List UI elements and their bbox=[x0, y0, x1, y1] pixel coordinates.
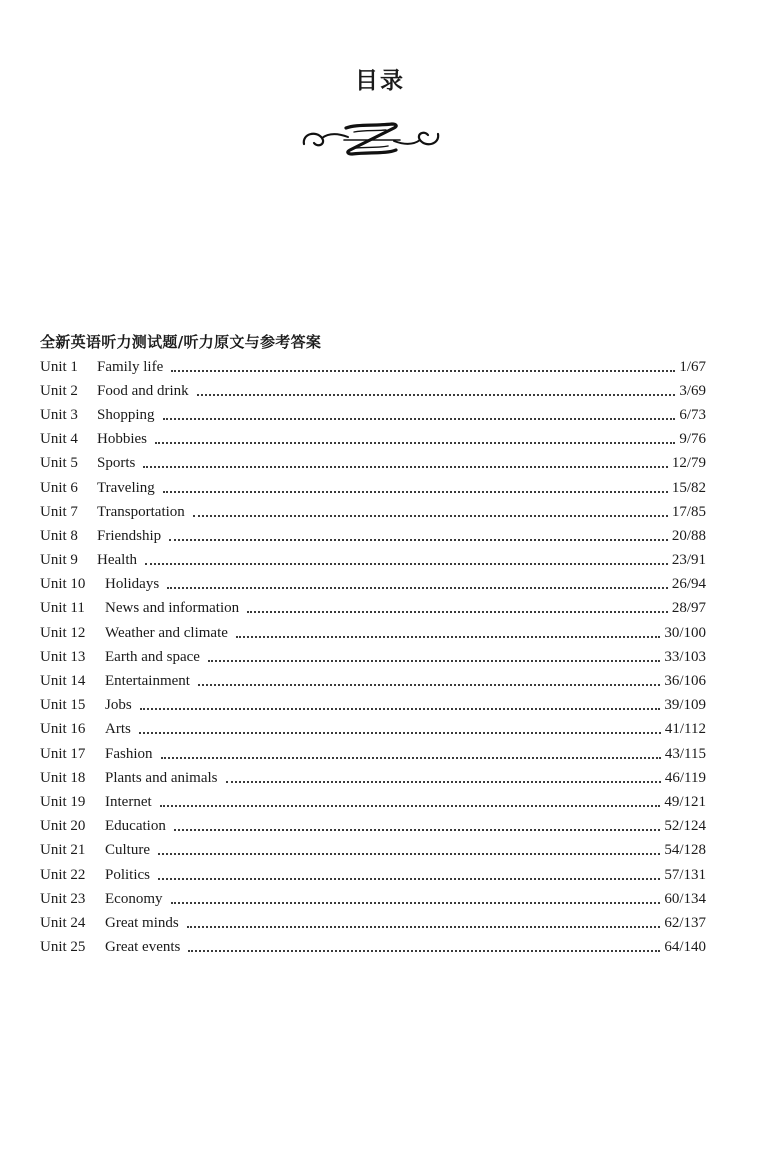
toc-entry bbox=[40, 645, 706, 669]
toc-page-ref: 62/137 bbox=[664, 914, 706, 931]
toc-unit-title: Earth and space bbox=[105, 648, 200, 665]
toc-unit-label: Unit 14 bbox=[40, 673, 86, 690]
toc-entry bbox=[40, 428, 706, 452]
toc-entry bbox=[40, 573, 706, 597]
toc-unit-title: Great minds bbox=[105, 914, 179, 931]
toc-unit-title: Culture bbox=[105, 842, 150, 859]
toc-unit-label: Unit 21 bbox=[40, 842, 86, 859]
toc-unit-label: Unit 1 bbox=[40, 358, 78, 375]
toc-unit-title: Economy bbox=[105, 890, 163, 907]
toc-entry bbox=[40, 839, 706, 863]
toc-dot-leader bbox=[187, 925, 661, 928]
toc-page-ref: 46/119 bbox=[664, 769, 706, 786]
toc-entry bbox=[40, 790, 706, 814]
toc-entry bbox=[40, 500, 706, 524]
toc-dot-leader bbox=[158, 877, 660, 880]
toc-unit-title: Food and drink bbox=[97, 382, 189, 399]
toc-dot-leader bbox=[167, 586, 668, 589]
toc-dot-leader bbox=[247, 610, 668, 613]
toc-dot-leader bbox=[171, 901, 661, 904]
toc-unit-label: Unit 16 bbox=[40, 721, 86, 738]
toc-unit-title: Weather and climate bbox=[105, 624, 228, 641]
toc-entry bbox=[40, 911, 706, 935]
toc-dot-leader bbox=[163, 417, 676, 420]
toc-dot-leader bbox=[161, 756, 661, 759]
toc-unit-title: Sports bbox=[97, 455, 136, 472]
toc-page-ref: 20/88 bbox=[671, 527, 706, 544]
toc-unit-title: Hobbies bbox=[97, 431, 147, 448]
toc-dot-leader bbox=[163, 490, 668, 493]
toc-unit-label: Unit 5 bbox=[40, 455, 78, 472]
toc-dot-leader bbox=[160, 804, 661, 807]
toc-entry bbox=[40, 549, 706, 573]
table-of-contents bbox=[40, 355, 706, 960]
toc-page-ref: 54/128 bbox=[664, 842, 706, 859]
toc-dot-leader bbox=[188, 949, 660, 952]
toc-page-ref: 23/91 bbox=[671, 552, 706, 569]
toc-unit-title: News and information bbox=[105, 600, 240, 617]
toc-unit-label: Unit 9 bbox=[40, 552, 78, 569]
toc-page-ref: 36/106 bbox=[664, 673, 706, 690]
toc-page-ref: 28/97 bbox=[671, 600, 706, 617]
toc-unit-label: Unit 8 bbox=[40, 527, 78, 544]
toc-unit-label: Unit 20 bbox=[40, 818, 86, 835]
toc-page-ref: 17/85 bbox=[671, 503, 706, 520]
toc-unit-label: Unit 10 bbox=[40, 576, 86, 593]
toc-unit-title: Fashion bbox=[105, 745, 153, 762]
toc-unit-title: Great events bbox=[105, 939, 181, 956]
toc-entry bbox=[40, 742, 706, 766]
toc-page-ref: 12/79 bbox=[671, 455, 706, 472]
toc-page-ref: 49/121 bbox=[664, 793, 706, 810]
toc-unit-title: Education bbox=[105, 818, 166, 835]
toc-page-ref: 64/140 bbox=[664, 939, 706, 956]
toc-unit-label: Unit 23 bbox=[40, 890, 86, 907]
toc-page-ref: 43/115 bbox=[664, 745, 706, 762]
toc-dot-leader bbox=[169, 538, 668, 541]
toc-page-ref: 41/112 bbox=[664, 721, 706, 738]
toc-dot-leader bbox=[140, 707, 661, 710]
toc-entry bbox=[40, 887, 706, 911]
toc-page-ref: 30/100 bbox=[664, 624, 706, 641]
toc-entry bbox=[40, 379, 706, 403]
toc-dot-leader bbox=[174, 828, 661, 831]
toc-page-ref: 26/94 bbox=[671, 576, 706, 593]
toc-page-ref: 3/69 bbox=[679, 382, 706, 399]
toc-dot-leader bbox=[198, 683, 660, 686]
toc-unit-title: Plants and animals bbox=[105, 769, 218, 786]
toc-entry bbox=[40, 355, 706, 379]
toc-entry bbox=[40, 403, 706, 427]
toc-entry bbox=[40, 476, 706, 500]
toc-page-ref: 33/103 bbox=[664, 648, 706, 665]
toc-unit-label: Unit 4 bbox=[40, 431, 78, 448]
toc-unit-label: Unit 19 bbox=[40, 793, 86, 810]
toc-dot-leader bbox=[226, 780, 661, 783]
toc-entry bbox=[40, 694, 706, 718]
toc-unit-label: Unit 11 bbox=[40, 600, 85, 617]
toc-page-ref: 15/82 bbox=[671, 479, 706, 496]
toc-unit-label: Unit 15 bbox=[40, 697, 86, 714]
toc-unit-label: Unit 7 bbox=[40, 503, 78, 520]
section-heading: 全新英语听力测试题/听力原文与参考答案 bbox=[40, 333, 322, 351]
toc-dot-leader bbox=[171, 369, 675, 372]
toc-dot-leader bbox=[197, 393, 676, 396]
toc-entry bbox=[40, 597, 706, 621]
toc-unit-label: Unit 18 bbox=[40, 769, 86, 786]
toc-entry bbox=[40, 452, 706, 476]
toc-unit-title: Health bbox=[97, 552, 137, 569]
toc-page-ref: 9/76 bbox=[679, 431, 706, 448]
toc-unit-title: Entertainment bbox=[105, 673, 190, 690]
toc-unit-title: Transportation bbox=[97, 503, 185, 520]
toc-page-ref: 60/134 bbox=[664, 890, 706, 907]
toc-unit-title: Politics bbox=[105, 866, 151, 883]
toc-page-ref: 52/124 bbox=[664, 818, 706, 835]
toc-unit-title: Holidays bbox=[105, 576, 160, 593]
toc-unit-label: Unit 24 bbox=[40, 914, 86, 931]
toc-unit-label: Unit 13 bbox=[40, 648, 86, 665]
toc-entry bbox=[40, 524, 706, 548]
toc-dot-leader bbox=[139, 731, 661, 734]
toc-dot-leader bbox=[155, 441, 675, 444]
toc-unit-title: Jobs bbox=[105, 697, 132, 714]
page-title: 目录 bbox=[355, 68, 405, 94]
toc-dot-leader bbox=[145, 562, 668, 565]
toc-unit-label: Unit 12 bbox=[40, 624, 86, 641]
toc-dot-leader bbox=[236, 635, 660, 638]
toc-page-ref: 6/73 bbox=[679, 406, 706, 423]
toc-entry bbox=[40, 718, 706, 742]
toc-unit-title: Arts bbox=[105, 721, 131, 738]
toc-unit-label: Unit 22 bbox=[40, 866, 86, 883]
toc-dot-leader bbox=[158, 852, 660, 855]
flourish-ornament-icon bbox=[300, 118, 442, 160]
toc-entry bbox=[40, 815, 706, 839]
toc-entry bbox=[40, 863, 706, 887]
toc-dot-leader bbox=[208, 659, 660, 662]
toc-unit-label: Unit 17 bbox=[40, 745, 86, 762]
toc-dot-leader bbox=[193, 514, 668, 517]
toc-unit-label: Unit 25 bbox=[40, 939, 86, 956]
toc-page-ref: 1/67 bbox=[679, 358, 706, 375]
toc-unit-title: Internet bbox=[105, 793, 152, 810]
toc-unit-title: Shopping bbox=[97, 406, 155, 423]
toc-entry bbox=[40, 936, 706, 960]
toc-unit-title: Friendship bbox=[97, 527, 162, 544]
toc-unit-title: Traveling bbox=[97, 479, 155, 496]
toc-page-ref: 57/131 bbox=[664, 866, 706, 883]
toc-entry bbox=[40, 766, 706, 790]
toc-unit-label: Unit 3 bbox=[40, 406, 78, 423]
toc-unit-title: Family life bbox=[97, 358, 164, 375]
toc-entry bbox=[40, 669, 706, 693]
toc-entry bbox=[40, 621, 706, 645]
toc-unit-label: Unit 6 bbox=[40, 479, 78, 496]
toc-page-ref: 39/109 bbox=[664, 697, 706, 714]
toc-dot-leader bbox=[143, 465, 667, 468]
toc-unit-label: Unit 2 bbox=[40, 382, 78, 399]
